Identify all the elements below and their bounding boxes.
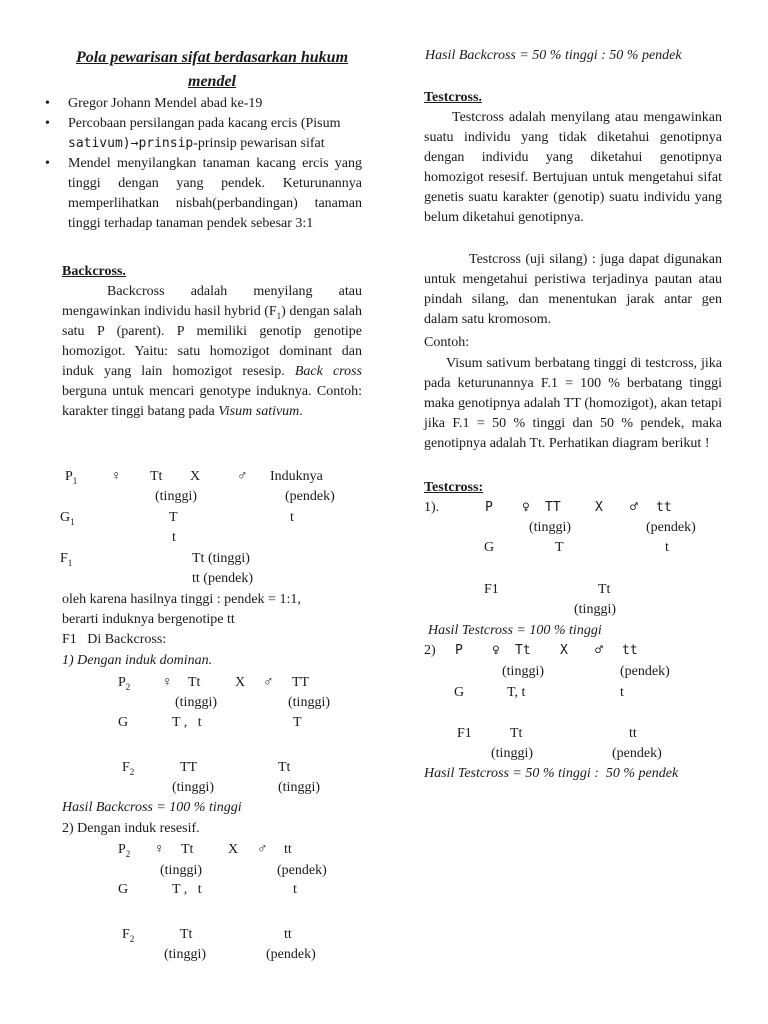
backcross-result-2: Hasil Backcross = 50 % tinggi : 50 % pendek	[425, 48, 682, 63]
female-icon: ♀	[154, 842, 165, 857]
conclusion-line-1: oleh karena hasilnya tinggi : pendek = 1:1,	[62, 592, 301, 607]
bullet-icon: •	[45, 96, 50, 111]
intro-bullet-list	[40, 94, 362, 234]
title-line-2: mendel	[188, 73, 236, 90]
male-icon: ♂	[257, 842, 268, 857]
testcross-result-1: Hasil Testcross = 100 % tinggi	[428, 623, 602, 638]
backcross-paragraph: Backcross adalah menyilang atau mengawinkan individu hasil hybrid $(F_1)$ dengan salah satu P (parent). P memiliki genotip genotipe homozigot. Yaitu: satu homozigot dominant dan induk yang lain homozigot resesip. Back cross berguna untuk mencari genotype induknya. Contoh: karakter tinggi batang pada Visum sativum.	[62, 284, 363, 419]
testcross-paragraph-2: Testcross (uji silang) : juga dapat digunakan untuk mengetahui peristiwa terjadinya pautan atau pindah silang, dan menentukan jarak antar gen dalam satu kromosom.	[424, 252, 722, 327]
male-icon: ♂	[237, 469, 248, 484]
male-icon: ♂	[630, 500, 638, 515]
testcross-heading: Testcross.	[424, 90, 482, 105]
female-icon: ♀	[492, 643, 500, 658]
female-icon: ♀	[162, 675, 173, 690]
testcross-paragraph-1: Testcross adalah menyilang atau mengawinkan suatu individu yang tidak diketahui genotipnya dengan individu yang diketahui genotipnya homozigot resesif. Bertujuan untuk mengetahui sifat genetis suatu karakter (genotip) suatu individu yang belum diketahui genotipnya.	[424, 110, 722, 225]
bullet-icon: •	[45, 116, 50, 131]
f1-backcross-heading: F1 Di Backcross:	[62, 632, 167, 647]
female-icon: ♀	[522, 500, 530, 515]
title-line-1: Pola pewarisan sifat berdasarkan hukum	[75, 49, 349, 66]
example-paragraph: Visum sativum berbatang tinggi di testcross, jika pada keturunannya F.1 = 100 % berbatang tinggi maka genotipnya adalah TT (homozigot), akan tetapi jika F.1 = 50 % tinggi dan 50 % pendek, maka genotipnya adalah Tt. Perhatikan diagram berikut !	[424, 356, 722, 451]
list-item: • Percobaan persilangan pada kacang ercis (Pisum sativum)→prinsip-prinsip pewarisan sifat	[45, 116, 341, 151]
page-title	[62, 46, 362, 94]
male-icon: ♂	[263, 675, 274, 690]
list-item: • Mendel menyilangkan tanaman kacang ercis yang tinggi dengan yang pendek. Keturunannya memperlihatkan nisbah(perbandingan) tanaman tinggi terhadap tanaman pendek sebesar 3:1	[45, 156, 362, 231]
male-icon: ♂	[595, 643, 603, 658]
contoh-label: Contoh:	[424, 335, 470, 350]
case1-title: 1) Dengan induk dominan.	[62, 653, 213, 668]
testcross-result-2: Hasil Testcross = 50 % tinggi : 50 % pendek	[424, 766, 679, 781]
bullet-icon: •	[45, 156, 50, 171]
case1-result: Hasil Backcross = 100 % tinggi	[62, 800, 242, 815]
conclusion-line-2: berarti induknya bergenotipe tt	[62, 612, 235, 627]
testcross-label: Testcross:	[424, 480, 484, 495]
list-item: • Gregor Johann Mendel abad ke-19	[40, 94, 362, 114]
case2-title: 2) Dengan induk resesif.	[62, 821, 200, 836]
female-icon: ♀	[111, 469, 122, 484]
backcross-heading: Backcross.	[62, 264, 126, 279]
